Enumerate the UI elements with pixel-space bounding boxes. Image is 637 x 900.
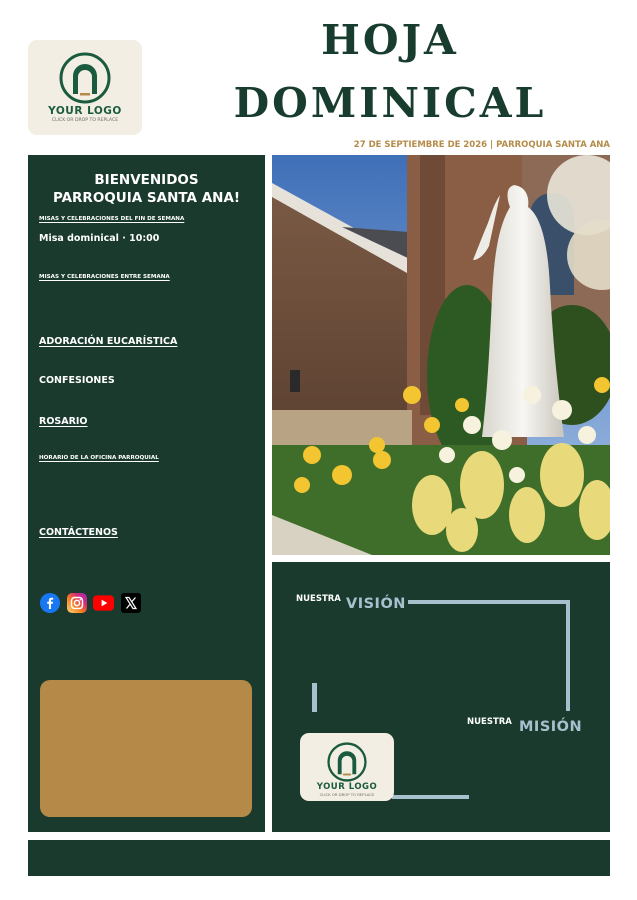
mission-label: MISIÓN [519,719,583,735]
vision-divider [408,600,569,604]
sidebar-panel [28,155,265,832]
page-title-line-1: HOJA [321,16,459,64]
logo-subtext: CLICK OR DROP TO REPLACE [51,118,119,123]
logo-placeholder[interactable] [28,40,142,135]
contact-link[interactable]: CONTÁCTENOS [39,527,118,538]
office-hours-link[interactable]: HORARIO DE LA OFICINA PARROQUIAL [39,455,159,461]
mission-divider [392,795,469,799]
rosary-link[interactable]: ROSARIO [39,416,88,427]
instagram-icon[interactable] [66,592,87,613]
adoration-link[interactable]: ADORACIÓN EUCARÍSTICA [39,336,178,347]
mission-divider-vertical [312,683,317,712]
church-door-icon [322,742,372,782]
social-icons [39,592,141,613]
welcome-line-1: BIENVENIDOS [94,172,199,188]
confessions-heading: CONFESIONES [39,375,115,386]
mission-prefix: NUESTRA [467,717,512,727]
facebook-icon[interactable] [39,592,60,613]
weekend-masses-link[interactable]: MISAS Y CELEBRACIONES DEL FIN DE SEMANA [39,216,185,222]
footer-bar [28,840,610,876]
welcome-heading [28,172,265,207]
sunday-mass-time: Misa dominical · 10:00 [39,233,160,244]
page-title-line-2: DOMINICAL [233,79,547,127]
logo-text: YOUR LOGO [48,105,122,117]
vision-label: VISIÓN [346,596,406,612]
church-door-icon [54,52,116,104]
vision-divider-vertical [566,600,570,711]
x-icon[interactable] [120,592,141,613]
weekday-masses-link[interactable]: MISAS Y CELEBRACIONES ENTRE SEMANA [39,274,170,280]
image-placeholder-box[interactable] [40,680,252,817]
logo-subtext: CLICK OR DROP TO REPLACE [319,792,375,797]
vision-prefix: NUESTRA [296,594,341,604]
youtube-icon[interactable] [93,592,114,613]
logo-text: YOUR LOGO [316,782,378,792]
date-parish-line: 27 DE SEPTIEMBRE DE 2026 | PARROQUIA SANTA ANA [353,140,610,150]
welcome-line-2: PARROQUIA SANTA ANA! [52,189,241,206]
church-statue-photo [272,155,610,555]
logo-placeholder-small[interactable] [300,733,394,801]
